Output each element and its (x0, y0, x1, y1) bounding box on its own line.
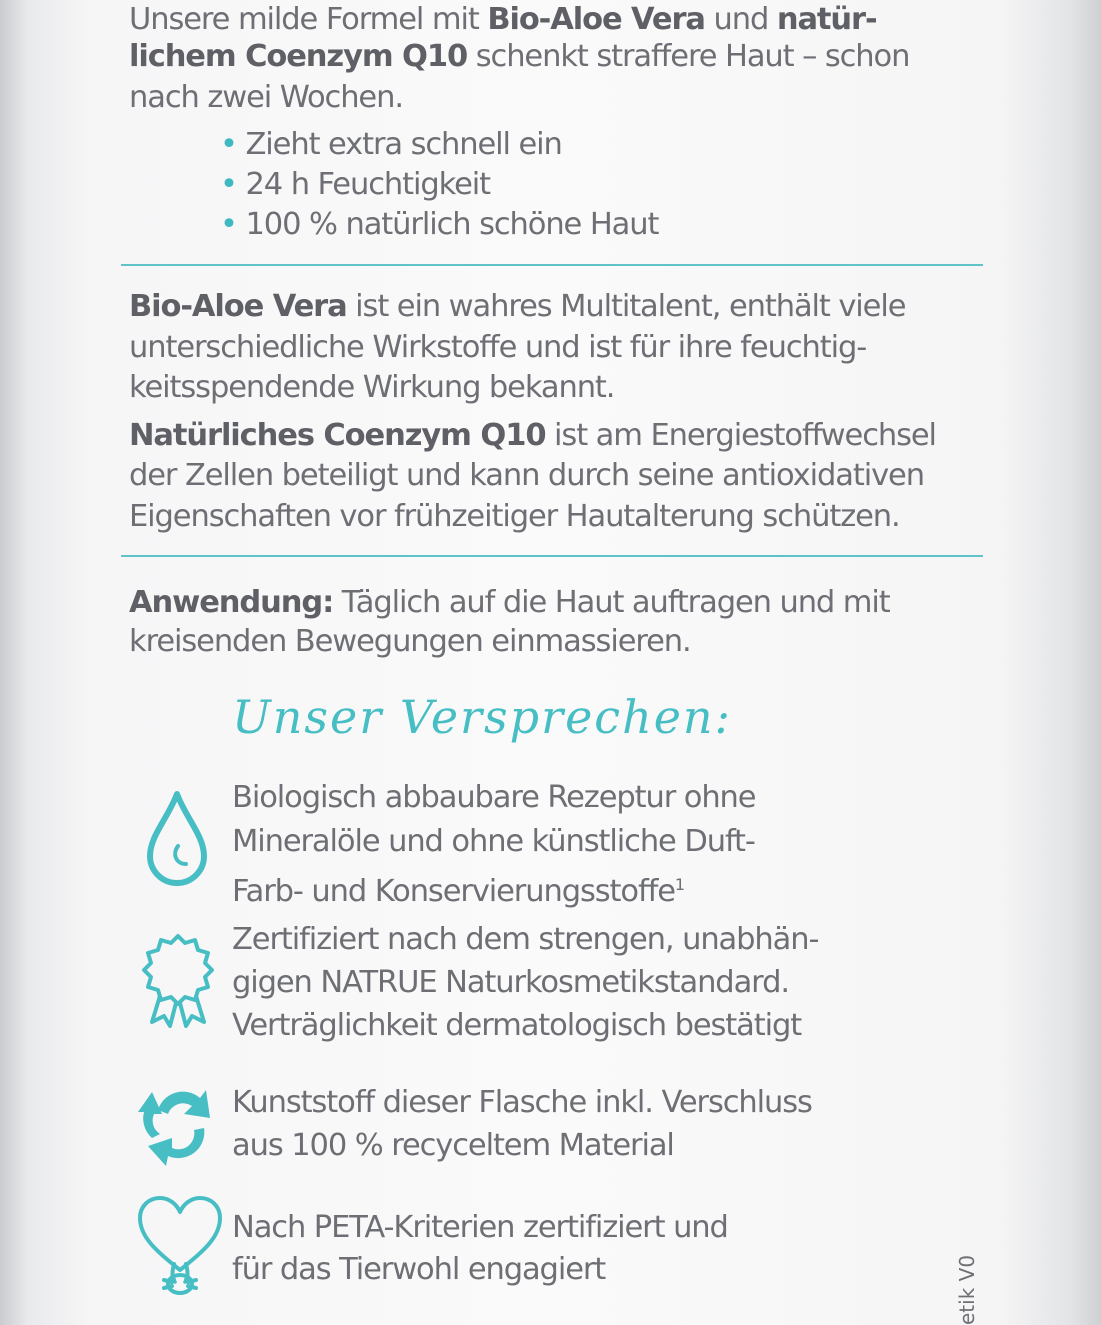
side-vertical-text: etik V0 (955, 1254, 979, 1325)
bullet-item: • Zieht extra schnell ein (220, 127, 562, 162)
promise-item-2-line-3: Verträglichkeit dermatologisch bestätigt (232, 1008, 802, 1043)
promise-item-1-line-1: Biologisch abbaubare Rezeptur ohne (232, 780, 756, 815)
q10-line-3: Eigenschaften vor frühzeitiger Hautalterung schützen. (129, 499, 900, 534)
q10-line-2: der Zellen beteiligt und kann durch seine antioxidativen (129, 458, 924, 493)
aloe-line-2: unterschiedliche Wirkstoffe und ist für ihre feuchtig- (129, 330, 867, 365)
divider (121, 555, 983, 557)
promise-title: Unser Versprechen: (232, 690, 733, 744)
promise-item-3-line-1: Kunststoff dieser Flasche inkl. Verschluss (232, 1085, 812, 1120)
aloe-line-3: keitsspendende Wirkung bekannt. (129, 370, 615, 405)
usage-line-1: Anwendung: Täglich auf die Haut auftragen und mit (129, 585, 890, 620)
intro-line-1: Unsere milde Formel mit Bio-Aloe Vera und natür- (129, 2, 877, 37)
certificate-badge-icon (138, 930, 218, 1030)
promise-item-4-line-2: für das Tierwohl engagiert (232, 1252, 606, 1287)
intro-line-2: lichem Coenzym Q10 schenkt straffere Haut – schon (129, 39, 910, 74)
recycle-icon (134, 1076, 220, 1168)
intro-line-3: nach zwei Wochen. (129, 80, 403, 115)
bullet-item: • 24 h Feuchtigkeit (220, 167, 490, 202)
q10-line-1: Natürliches Coenzym Q10 ist am Energiestoffwechsel (129, 418, 936, 453)
promise-item-4-line-1: Nach PETA-Kriterien zertifiziert und (232, 1210, 728, 1245)
promise-item-2-line-1: Zertifiziert nach dem strengen, unabhän- (232, 922, 819, 957)
bullet-item: • 100 % natürlich schöne Haut (220, 207, 659, 242)
aloe-line-1: Bio-Aloe Vera ist ein wahres Multitalent, enthält viele (129, 289, 906, 324)
promise-item-1-line-3: Farb- und Konservierungsstoffe$^1$ (232, 874, 685, 910)
divider (121, 264, 983, 266)
heart-bunny-icon (134, 1194, 226, 1296)
usage-line-2: kreisenden Bewegungen einmassieren. (129, 624, 691, 659)
promise-item-1-line-2: Mineralöle und ohne künstliche Duft- (232, 824, 755, 859)
promise-item-2-line-2: gigen NATRUE Naturkosmetikstandard. (232, 965, 789, 1000)
drop-icon (142, 788, 212, 888)
promise-item-3-line-2: aus 100 % recyceltem Material (232, 1128, 674, 1163)
